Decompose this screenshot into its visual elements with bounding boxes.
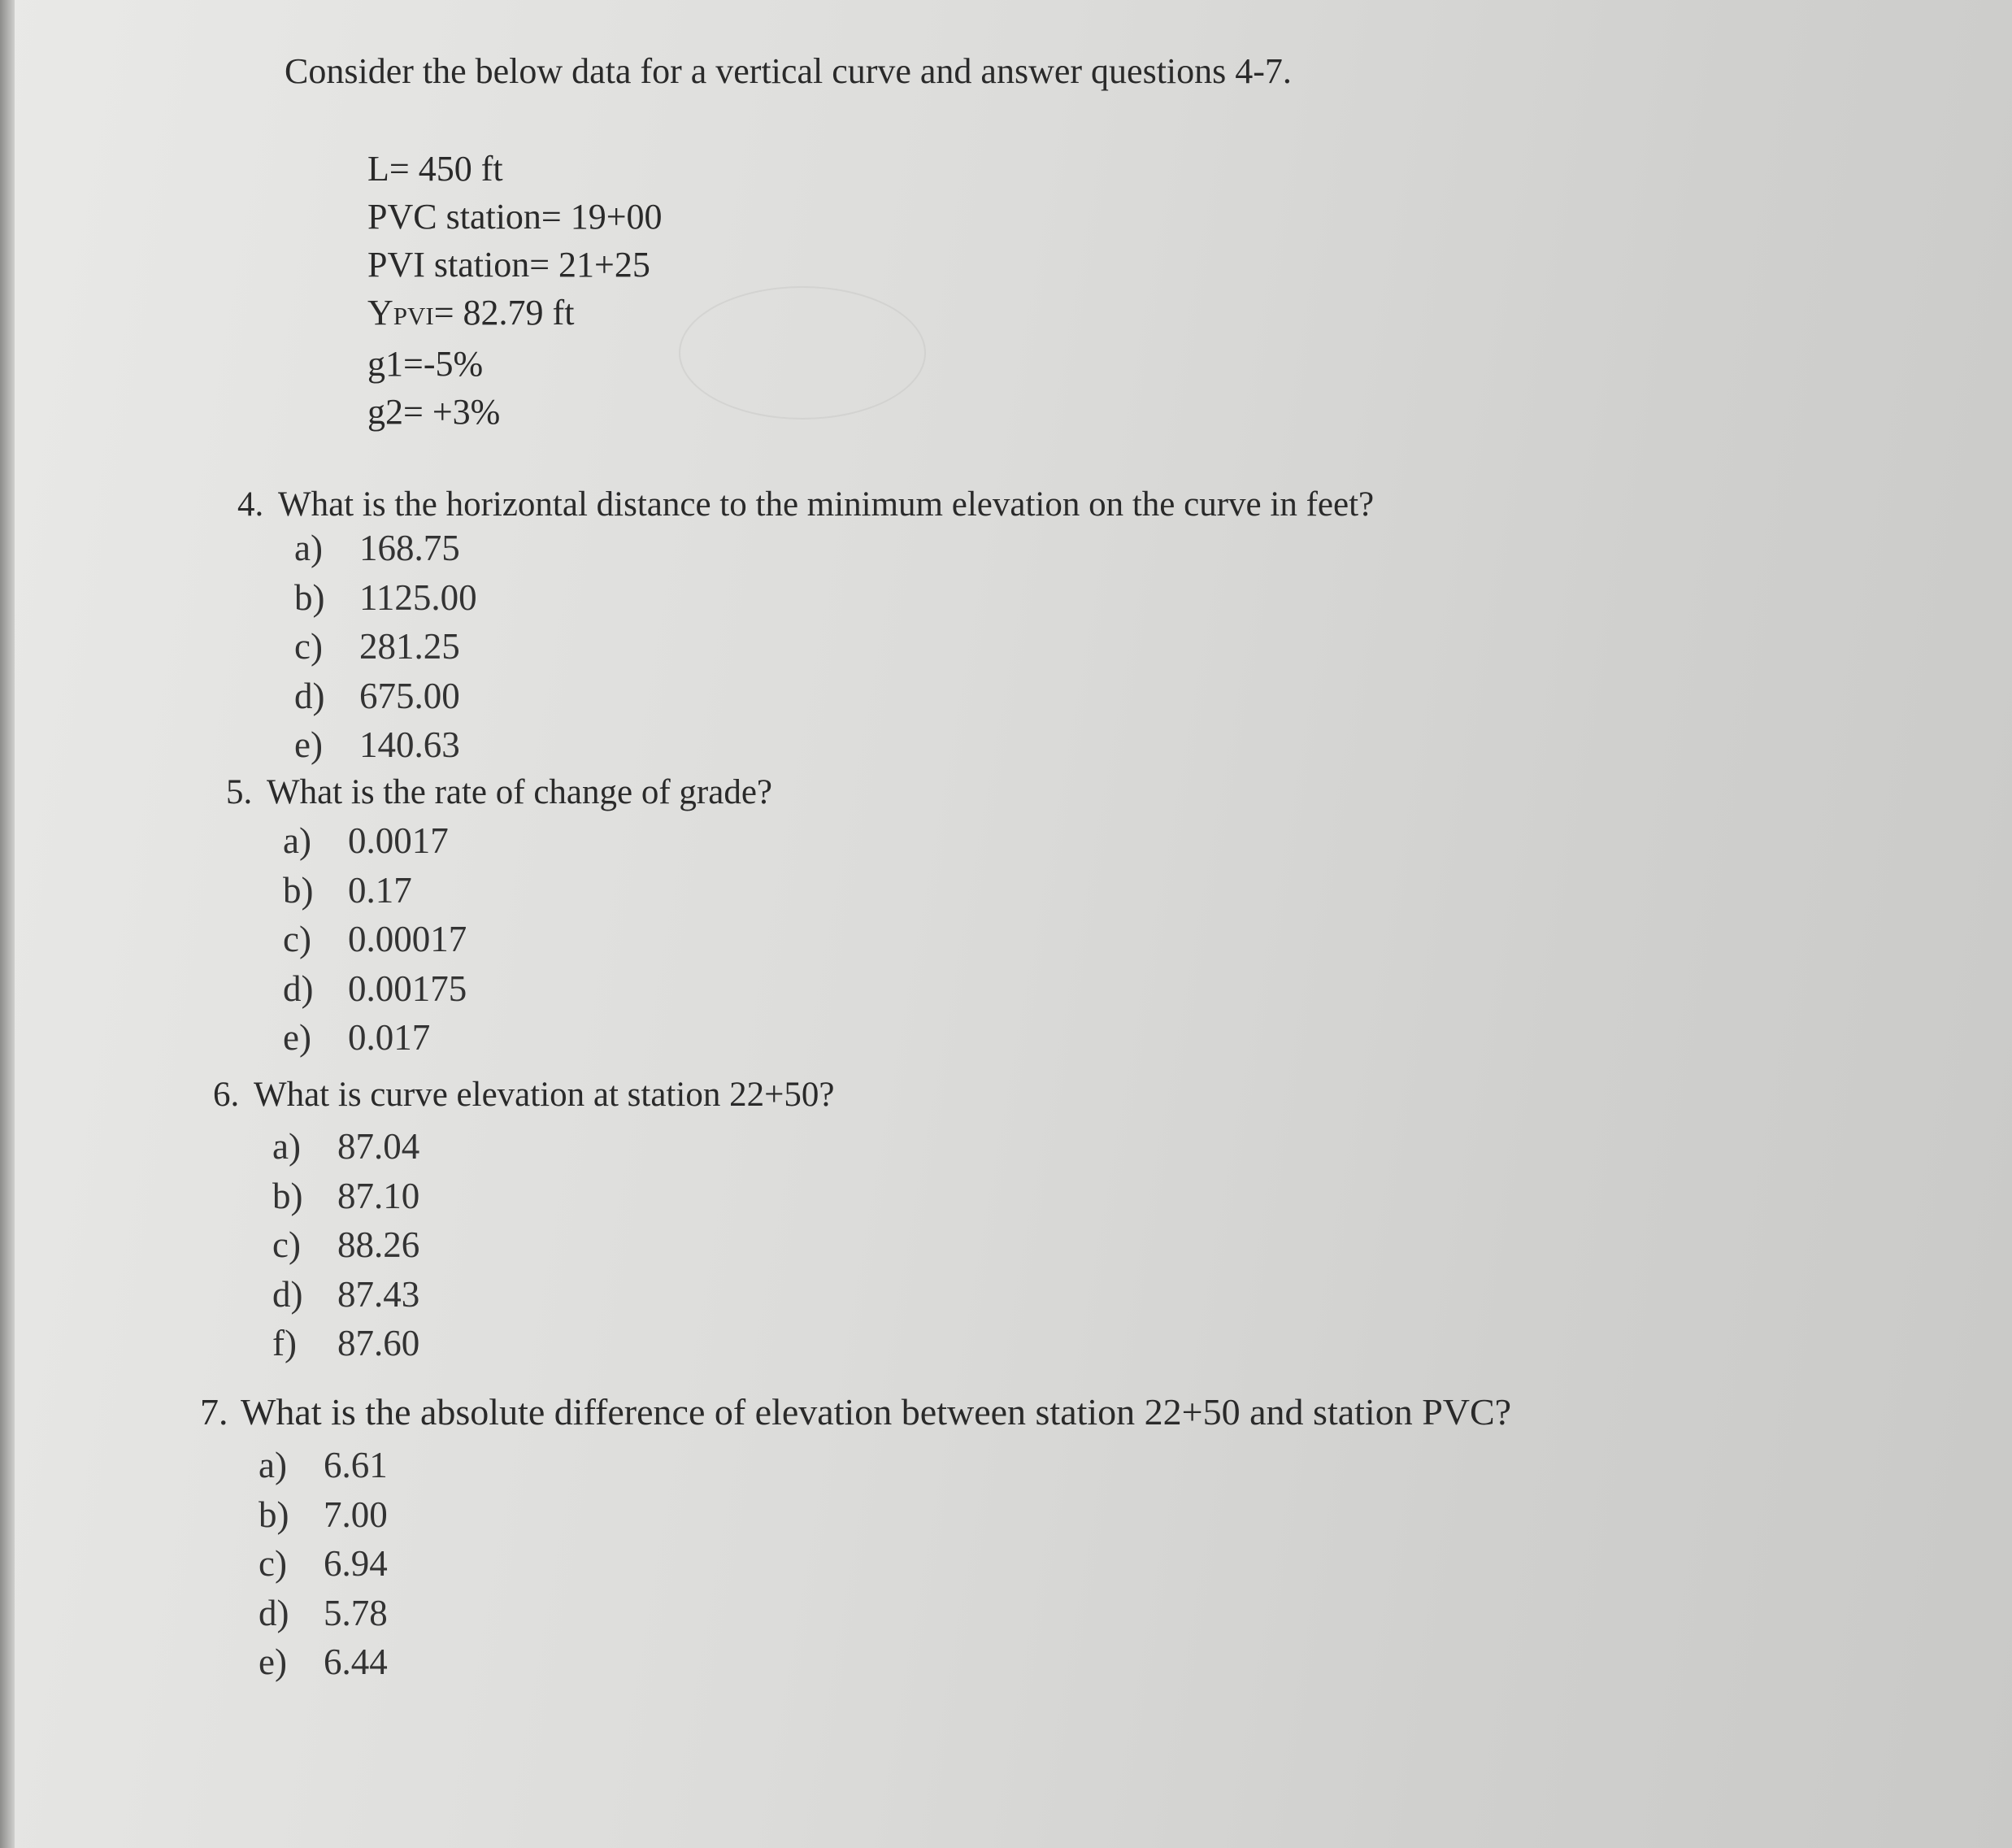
option-value: 675.00 xyxy=(359,675,460,716)
option-value: 6.44 xyxy=(324,1641,388,1682)
option-value: 7.00 xyxy=(324,1494,388,1535)
option xyxy=(283,964,467,1014)
option xyxy=(294,524,477,573)
option-value: 87.04 xyxy=(337,1126,420,1167)
question-number: 4. xyxy=(237,485,264,524)
option-value: 1125.00 xyxy=(359,576,477,618)
option-label: b) xyxy=(283,869,314,911)
option-label: d) xyxy=(283,967,314,1009)
option-value: 5.78 xyxy=(324,1592,388,1633)
option xyxy=(294,573,477,623)
curve-length: L= 450 ft xyxy=(367,149,503,189)
option-label: c) xyxy=(283,919,311,959)
option-value: 87.60 xyxy=(337,1323,420,1363)
option-value: 168.75 xyxy=(359,528,460,568)
option-value: 0.00175 xyxy=(348,967,467,1009)
option xyxy=(272,1122,419,1172)
paper-smudge xyxy=(679,286,926,420)
option xyxy=(283,816,467,866)
question-5 xyxy=(226,772,772,812)
option xyxy=(259,1441,388,1490)
option xyxy=(259,1589,388,1638)
question-text: What is the horizontal distance to the minimum elevation on the curve in feet? xyxy=(278,485,1375,524)
grade-g2: g2= +3% xyxy=(367,392,501,432)
option-value: 140.63 xyxy=(359,724,460,765)
question-4 xyxy=(237,485,1374,524)
option-label: e) xyxy=(294,724,323,765)
question-text: What is curve elevation at station 22+50? xyxy=(254,1076,835,1114)
option xyxy=(294,720,477,770)
question-number: 7. xyxy=(200,1391,228,1433)
option xyxy=(283,1013,467,1063)
option-label: d) xyxy=(272,1273,303,1315)
option-value: 87.43 xyxy=(337,1273,420,1315)
question-5-options xyxy=(283,816,467,1063)
option xyxy=(283,915,467,964)
option xyxy=(259,1539,388,1589)
question-6-options xyxy=(272,1122,419,1368)
option-label: d) xyxy=(294,675,325,716)
option xyxy=(272,1270,419,1320)
option-label: b) xyxy=(259,1494,289,1535)
option-label: c) xyxy=(294,626,323,667)
option xyxy=(272,1172,419,1221)
ypvi-subscript: PVI xyxy=(393,302,434,330)
question-7 xyxy=(200,1390,1511,1433)
option xyxy=(283,866,467,915)
option-label: a) xyxy=(294,528,323,568)
ypvi-prefix: Y xyxy=(367,293,393,333)
option-label: c) xyxy=(259,1543,287,1584)
option-label: a) xyxy=(259,1445,287,1485)
grade-g1: g1=-5% xyxy=(367,344,484,384)
question-number: 5. xyxy=(226,773,253,811)
option-value: 87.10 xyxy=(337,1175,420,1216)
curve-data-block xyxy=(367,145,663,436)
option-label: c) xyxy=(272,1224,301,1265)
option-value: 0.0017 xyxy=(348,820,449,861)
option xyxy=(259,1490,388,1540)
question-number: 6. xyxy=(213,1076,240,1114)
question-7-options xyxy=(259,1441,388,1687)
option-value: 0.00017 xyxy=(348,919,467,959)
ypvi-value: = 82.79 ft xyxy=(433,293,575,333)
option-label: b) xyxy=(272,1175,303,1216)
option-label: b) xyxy=(294,576,325,618)
option-label: d) xyxy=(259,1592,289,1633)
option xyxy=(272,1220,419,1270)
option-label: a) xyxy=(272,1126,301,1167)
option xyxy=(294,672,477,721)
option-label: e) xyxy=(259,1641,287,1682)
question-4-options xyxy=(294,524,477,770)
question-text: What is the absolute difference of elevation between station 22+50 and station PVC? xyxy=(241,1391,1512,1433)
option xyxy=(294,622,477,672)
option-value: 6.61 xyxy=(324,1445,388,1485)
ypvi-elevation xyxy=(367,289,663,340)
option-value: 0.017 xyxy=(348,1017,431,1058)
option-value: 0.17 xyxy=(348,869,412,911)
option-value: 88.26 xyxy=(337,1224,420,1265)
option-label: e) xyxy=(283,1017,311,1058)
intro-text: Consider the below data for a vertical curve and answer questions 4-7. xyxy=(285,51,1292,91)
pvc-station: PVC station= 19+00 xyxy=(367,197,663,237)
option xyxy=(259,1637,388,1687)
pvi-station: PVI station= 21+25 xyxy=(367,245,650,285)
question-text: What is the rate of change of grade? xyxy=(267,773,772,811)
option-label: a) xyxy=(283,820,311,861)
option xyxy=(272,1319,419,1368)
question-6 xyxy=(213,1075,834,1115)
option-value: 6.94 xyxy=(324,1543,388,1584)
option-value: 281.25 xyxy=(359,626,460,667)
option-label: f) xyxy=(272,1323,297,1363)
